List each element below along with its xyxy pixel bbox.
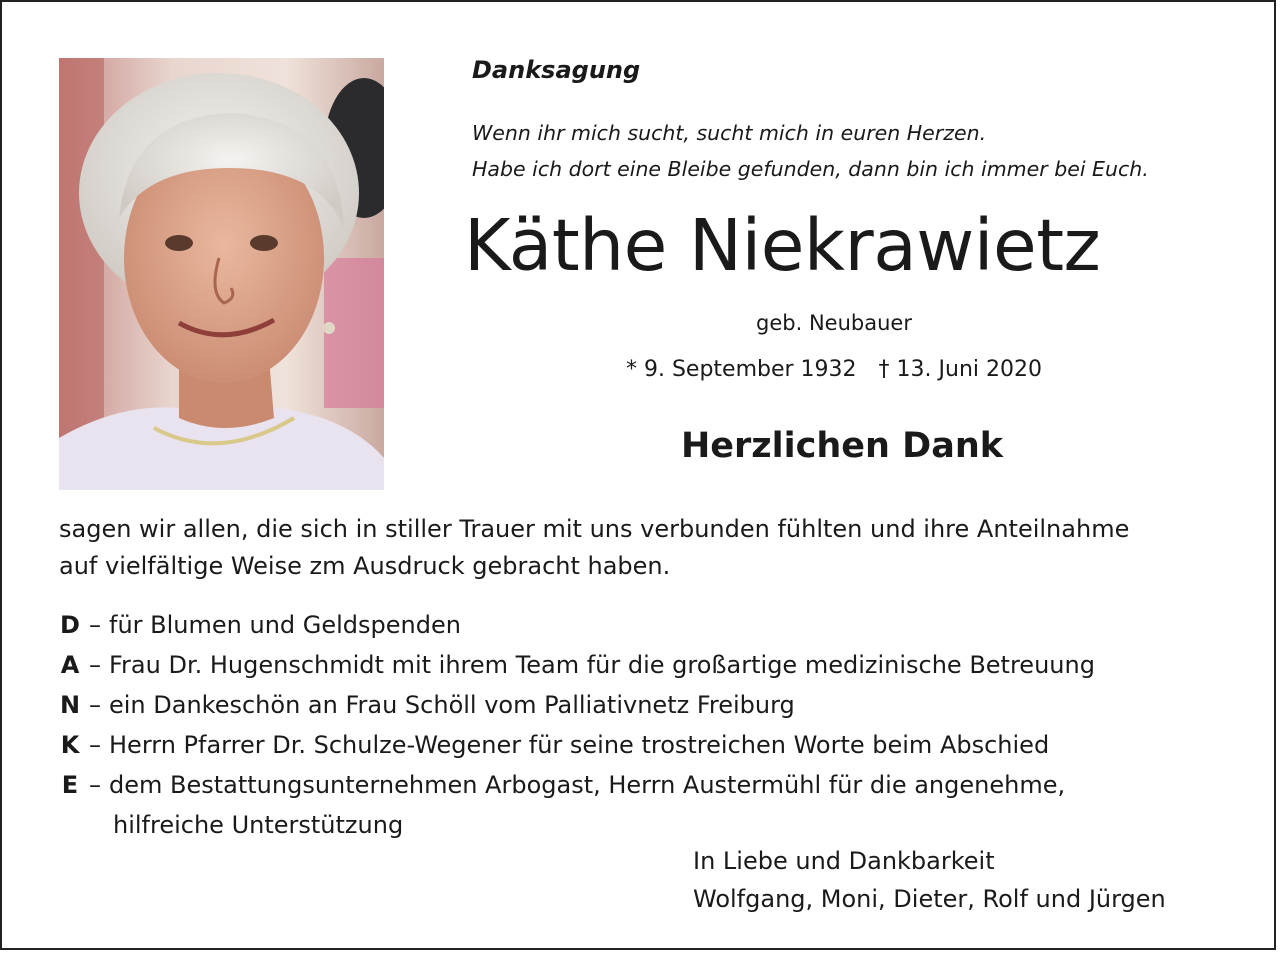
acrostic-item xyxy=(59,605,1239,645)
life-dates xyxy=(472,357,1196,382)
acrostic-item xyxy=(59,685,1239,725)
acrostic-text: für Blumen und Geldspenden xyxy=(109,611,461,639)
thanks-body xyxy=(59,511,1239,585)
death-date: † 13. Juni 2020 xyxy=(878,357,1042,382)
acrostic-text: Frau Dr. Hugenschmidt mit ihrem Team für die großartige medizinische Betreuung xyxy=(109,651,1095,679)
acrostic-text: dem Bestattungsunternehmen Arbogast, Herrn Austermühl für die angenehme, xyxy=(109,771,1066,799)
closing xyxy=(693,842,1233,918)
acrostic-letter: D xyxy=(60,611,80,639)
body-line: auf vielfältige Weise zm Ausdruck gebracht haben. xyxy=(59,552,671,580)
acrostic-text: Herrn Pfarrer Dr. Schulze-Wegener für seine trostreichen Worte beim Abschied xyxy=(109,731,1050,759)
signatories: Wolfgang, Moni, Dieter, Rolf und Jürgen xyxy=(693,885,1166,913)
acrostic-continuation: hilfreiche Unterstützung xyxy=(113,811,404,839)
acrostic-item xyxy=(59,645,1239,685)
acrostic-item xyxy=(59,725,1239,765)
acrostic-dash: – xyxy=(89,771,101,799)
acrostic-letter: K xyxy=(60,731,80,759)
acrostic-dash: – xyxy=(89,691,101,719)
verse xyxy=(472,115,1232,187)
portrait-photo xyxy=(59,58,384,490)
acrostic-text: ein Dankeschön an Frau Schöll vom Palliativnetz Freiburg xyxy=(109,691,795,719)
closing-line: In Liebe und Dankbarkeit xyxy=(693,847,995,875)
thanks-title: Herzlichen Dank xyxy=(680,426,1004,466)
acrostic-dash: – xyxy=(89,651,101,679)
acrostic-dash: – xyxy=(89,731,101,759)
birth-date: * 9. September 1932 xyxy=(625,357,857,382)
acrostic-dash: – xyxy=(89,611,101,639)
portrait-image xyxy=(59,58,384,490)
acrostic-letter: N xyxy=(59,691,81,719)
verse-line: Habe ich dort eine Bleibe gefunden, dann bin ich immer bei Euch. xyxy=(472,157,1149,181)
body-line: sagen wir allen, die sich in stiller Trauer mit uns verbunden fühlten und ihre Anteilnahme xyxy=(59,515,1130,543)
acrostic-letter: A xyxy=(60,651,80,679)
acrostic-item xyxy=(59,765,1239,805)
deceased-name: Käthe Niekrawietz xyxy=(464,204,1101,287)
acrostic-list xyxy=(59,605,1239,845)
verse-line: Wenn ihr mich sucht, sucht mich in euren Herzen. xyxy=(472,121,987,145)
birth-name: geb. Neubauer xyxy=(756,311,912,335)
acrostic-letter: E xyxy=(61,771,79,799)
heading-danksagung: Danksagung xyxy=(472,56,641,84)
